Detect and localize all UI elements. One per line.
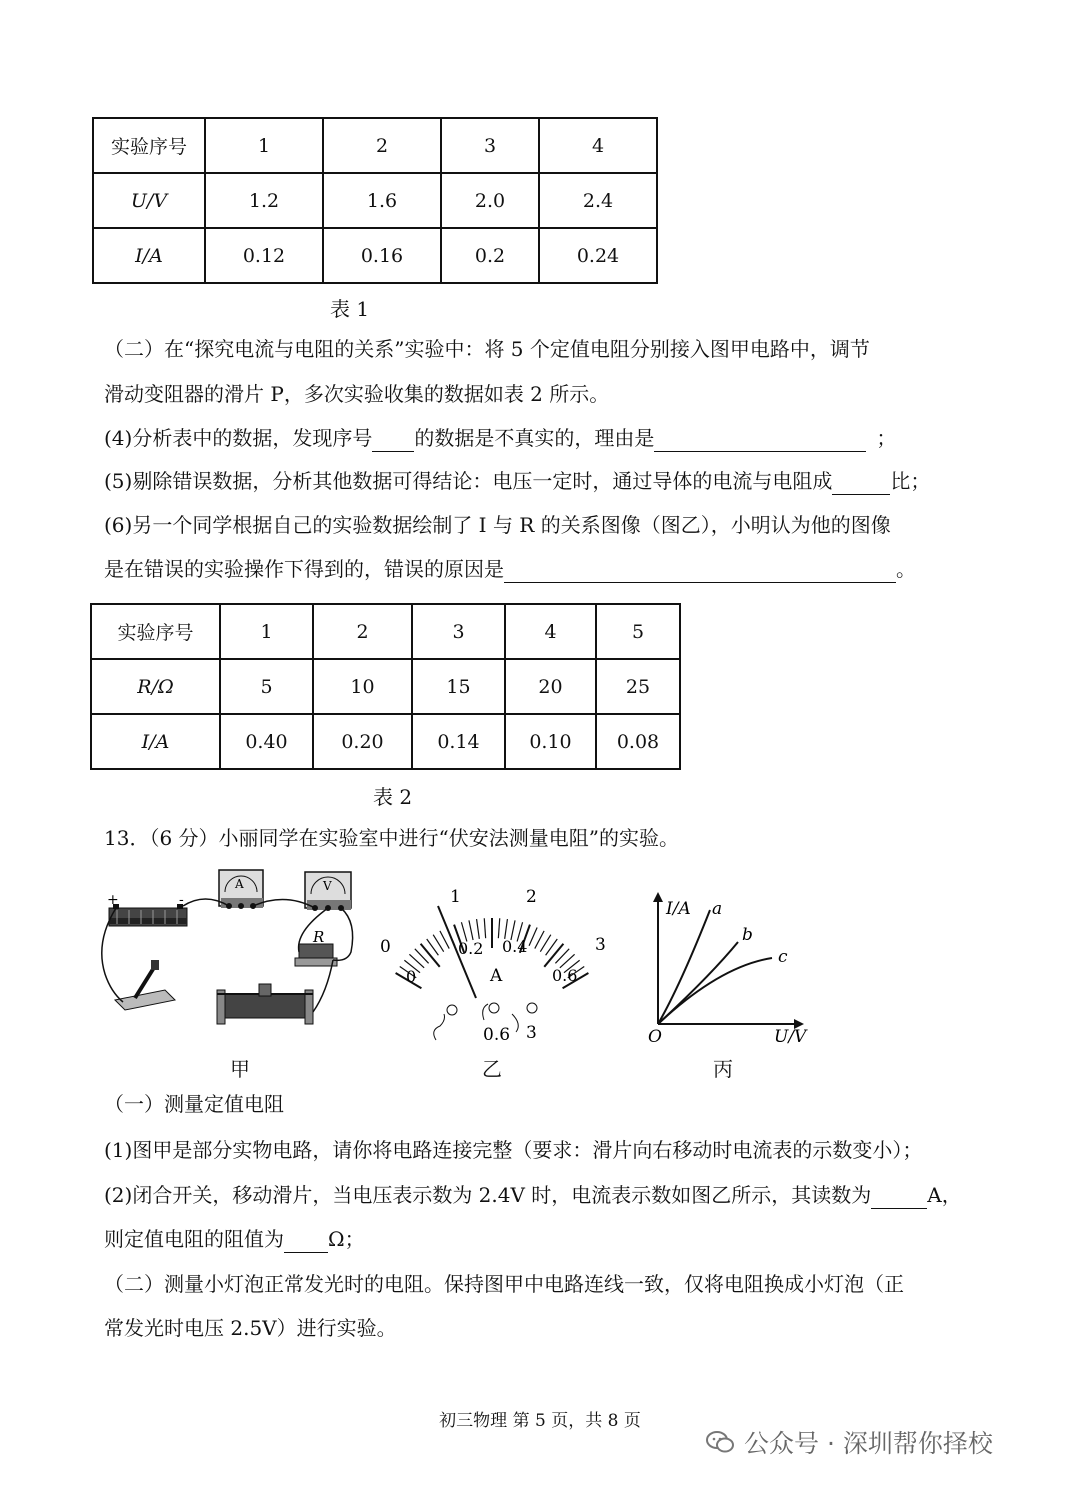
question-6-text-b: 。 (896, 557, 916, 581)
table-cell: 0.14 (412, 714, 505, 769)
dial-tick (498, 918, 499, 938)
question-6-line1: (6)另一个同学根据自己的实验数据绘制了 I 与 R 的关系图像（图乙），小明认为他的图像 (104, 513, 891, 537)
dial-tick (535, 931, 544, 949)
dial-tick (469, 920, 473, 940)
terminal-3-icon (527, 1003, 537, 1013)
table-cell: 0.16 (323, 228, 441, 283)
dial-tick (505, 919, 508, 939)
section-2-line2: 常发光时电压 2.5V）进行实验。 (104, 1316, 397, 1340)
dial-bottom-tick-1: 0.2 (458, 939, 484, 958)
table-cell: 10 (313, 659, 412, 714)
question-5-text-a: (5)剔除错误数据，分析其他数据可得结论：电压一定时，通过导体的电流与电阻成 (104, 469, 833, 493)
table-cell: 20 (505, 659, 596, 714)
question-13-2-text-b: A， (927, 1183, 962, 1207)
figure-label-jia: 甲 (230, 1057, 250, 1081)
table-cell: 4 (539, 118, 657, 173)
dial-tick (421, 944, 440, 967)
terminal-negative-icon (447, 1005, 457, 1015)
table-cell: 25 (596, 659, 680, 714)
table-cell: I/A (93, 228, 205, 283)
question-5-text-b: 比； (890, 469, 931, 493)
curve-b-label: b (742, 925, 753, 945)
watermark (706, 1424, 993, 1460)
answer-blank[interactable] (871, 1188, 927, 1209)
x-axis-label: U/V (774, 1027, 807, 1047)
resistor-label: R (313, 928, 325, 946)
table-1 (92, 117, 658, 284)
table-cell: 1.2 (205, 173, 323, 228)
table-cell: 2.4 (539, 173, 657, 228)
table-cell: 5 (596, 604, 680, 659)
table-cell: 1.6 (323, 173, 441, 228)
table-cell: 1 (205, 118, 323, 173)
table-cell: 0.20 (313, 714, 412, 769)
question-13-1: (1)图甲是部分实物电路，请你将电路连接完整（要求：滑片向右移动时电流表的示数变小）； (104, 1138, 923, 1162)
resistor-icon (295, 944, 337, 966)
answer-blank[interactable] (284, 1232, 328, 1253)
table-cell: 3 (412, 604, 505, 659)
table-cell: 0.12 (205, 228, 323, 283)
switch-icon (115, 960, 175, 1010)
curve-c-label: c (778, 947, 788, 967)
terminal-wire-icon (512, 1014, 518, 1032)
question-13-2-text-c: 则定值电阻的阻值为 (104, 1227, 284, 1251)
curve-b (658, 942, 738, 1024)
y-axis-label: I/A (666, 899, 691, 919)
table-2 (90, 603, 681, 770)
battery-plus-label: + (107, 892, 119, 908)
question-4-text-b: 的数据是不真实的，理由是 (414, 426, 655, 450)
dial-unit: A (490, 966, 503, 986)
dial-bottom-tick-2: 0.4 (502, 937, 528, 956)
table-cell: 2 (323, 118, 441, 173)
y-axis-arrow-icon (653, 892, 663, 902)
terminal-label-3: 3 (526, 1023, 537, 1043)
page-footer: 初三物理 第 5 页，共 8 页 (439, 1411, 641, 1431)
curve-a-label: a (712, 899, 723, 919)
table-cell: 3 (441, 118, 539, 173)
origin-label: O (648, 1027, 662, 1047)
question-6-line2 (104, 555, 916, 583)
table-cell: 实验序号 (91, 604, 220, 659)
terminal-0-6-icon (489, 1003, 499, 1013)
curve-a (658, 910, 710, 1024)
table-cell: 2.0 (441, 173, 539, 228)
part2-intro-line2: 滑动变阻器的滑片 P，多次实验收集的数据如表 2 所示。 (104, 382, 610, 406)
dial-tick (484, 918, 485, 938)
rheostat-icon (217, 984, 313, 1024)
table-cell: 实验序号 (93, 118, 205, 173)
answer-blank[interactable] (504, 562, 896, 583)
dial-top-tick-1: 1 (450, 887, 461, 907)
question-13-title: 13．（6 分）小丽同学在实验室中进行“伏安法测量电阻”的实验。 (104, 826, 679, 850)
table-cell: 15 (412, 659, 505, 714)
voltmeter-label: V (323, 879, 332, 893)
question-4-text-a: (4)分析表中的数据，发现序号 (104, 426, 373, 450)
question-13-2-line2 (104, 1225, 365, 1253)
terminal-wire-icon (483, 1004, 488, 1020)
battery-minus-label: - (179, 892, 184, 908)
dial-bottom-tick-0: 0 (406, 967, 417, 986)
question-4-text-c: ； (876, 426, 897, 450)
dial-top-tick-2: 2 (526, 887, 537, 907)
table-cell: U/V (93, 173, 205, 228)
dial-top-tick-3: 3 (595, 935, 606, 955)
question-4 (104, 424, 896, 452)
question-6-text-a: 是在错误的实验操作下得到的，错误的原因是 (104, 557, 504, 581)
watermark-text: 公众号 · 深圳帮你择校 (744, 1429, 993, 1458)
dial-bottom-tick-3: 0.6 (552, 966, 578, 985)
figure-label-yi: 乙 (482, 1057, 502, 1081)
table-2-caption: 表 2 (373, 785, 413, 809)
table-cell: 0.10 (505, 714, 596, 769)
question-13-2-text-a: (2)闭合开关，移动滑片，当电压表示数为 2.4V 时，电流表示数如图乙所示，其读数为 (104, 1183, 872, 1207)
terminal-label-0-6: 0.6 (483, 1025, 511, 1045)
figure-label-bing: 丙 (713, 1057, 733, 1081)
question-13-2-line1 (104, 1181, 962, 1209)
answer-blank[interactable] (654, 431, 866, 452)
table-1-caption: 表 1 (330, 297, 370, 321)
section-1-title: （一）测量定值电阻 (104, 1092, 284, 1116)
circuit-diagram (95, 862, 375, 1052)
table-cell: 4 (505, 604, 596, 659)
table-cell: 0.24 (539, 228, 657, 283)
ammeter-dial (372, 880, 622, 1050)
table-cell: 5 (220, 659, 313, 714)
wechat-icon (706, 1430, 734, 1454)
battery-icon (109, 904, 187, 926)
section-2-line1: （二）测量小灯泡正常发光时的电阻。保持图甲中电路连线一致，仅将电阻换成小灯泡（正 (104, 1272, 904, 1296)
dial-tick (477, 919, 480, 939)
dial-tick (529, 927, 537, 945)
dial-tick (544, 944, 563, 967)
question-5 (104, 467, 930, 495)
table-cell: 1 (220, 604, 313, 659)
question-13-2-text-d: Ω； (328, 1227, 365, 1251)
part2-intro-line1: （二）在“探究电流与电阻的关系”实验中：将 5 个定值电阻分别接入图甲电路中，调节 (104, 337, 870, 361)
answer-blank[interactable] (372, 431, 414, 452)
table-cell: I/A (91, 714, 220, 769)
answer-blank[interactable] (832, 474, 890, 495)
table-cell: 0.2 (441, 228, 539, 283)
table-cell: 0.08 (596, 714, 680, 769)
table-cell: 2 (313, 604, 412, 659)
dial-top-tick-0: 0 (380, 937, 391, 957)
table-cell: R/Ω (91, 659, 220, 714)
dial-tick (440, 931, 449, 949)
terminal-wire-icon (434, 1014, 445, 1040)
ammeter-label: A (235, 877, 244, 891)
table-cell: 0.40 (220, 714, 313, 769)
iu-graph (640, 886, 815, 1051)
